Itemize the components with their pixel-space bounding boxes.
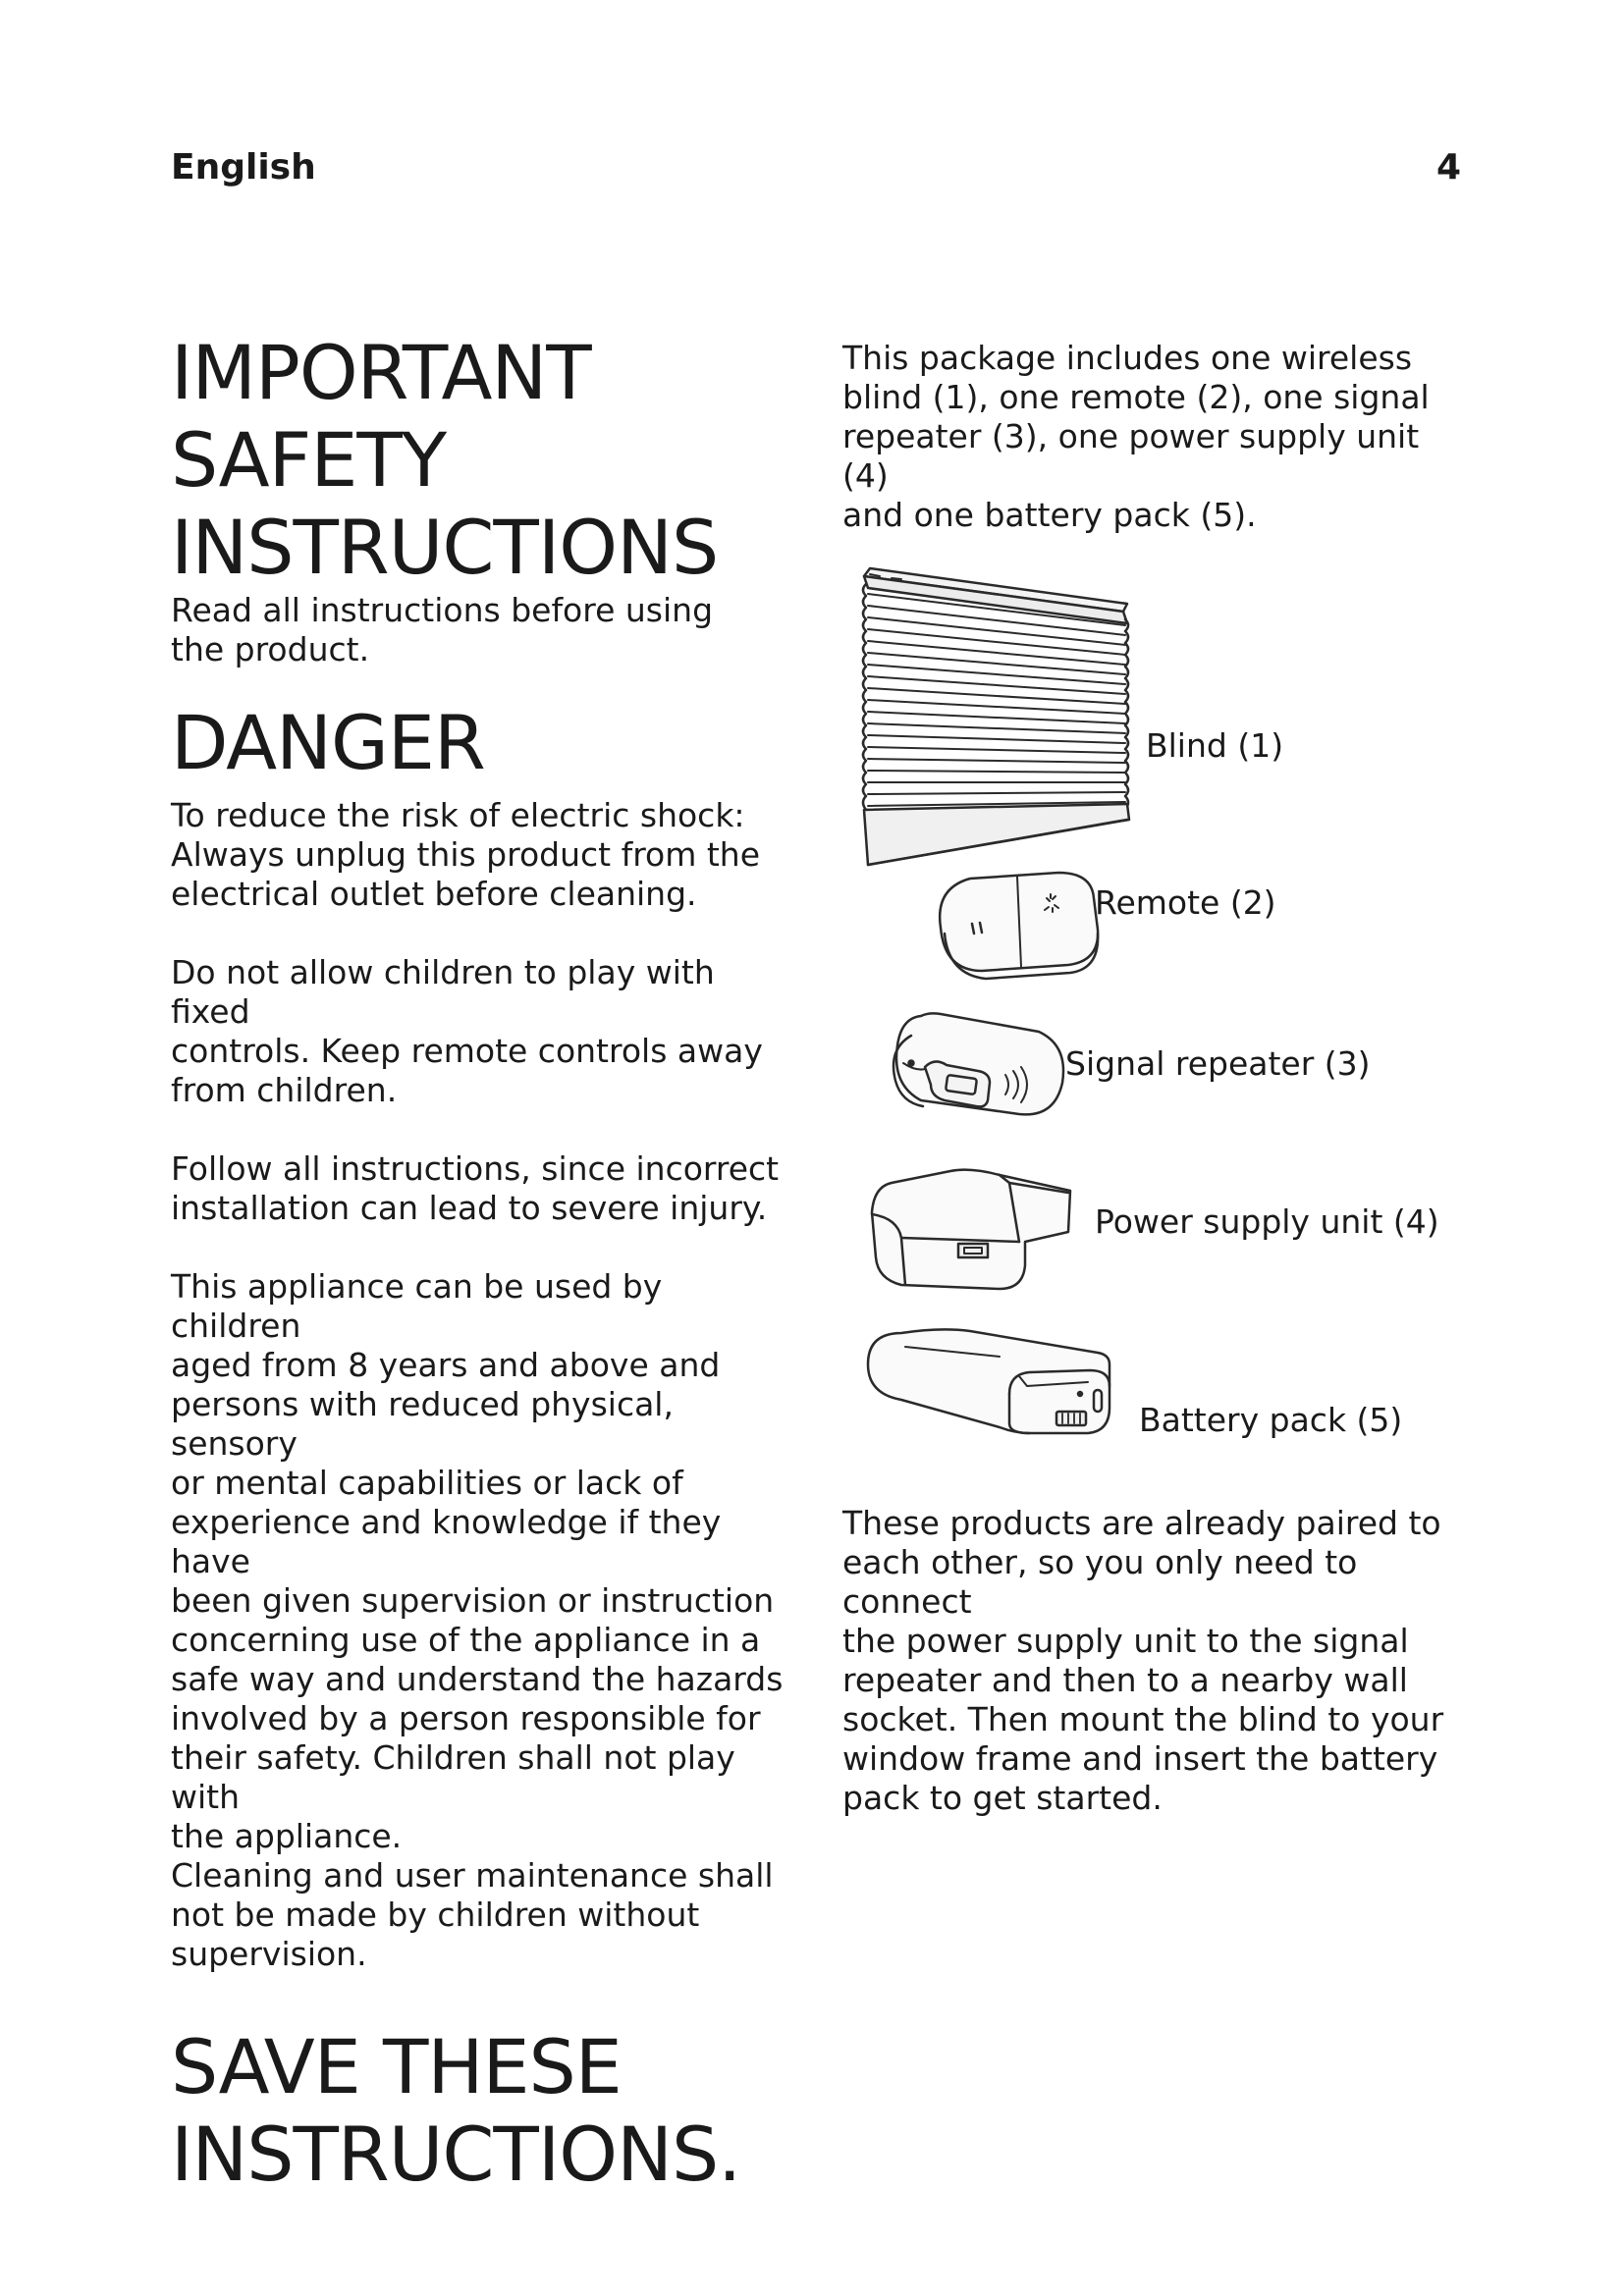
label-blind: Blind (1) <box>1146 726 1284 765</box>
text-line: persons with reduced physical, sensory <box>171 1385 674 1463</box>
text-line: window frame and insert the battery <box>842 1739 1438 1778</box>
danger-heading: DANGER <box>171 699 485 786</box>
power-supply-unit-icon <box>872 1170 1070 1289</box>
blind-icon <box>863 568 1129 865</box>
text-line: This appliance can be used by children <box>171 1267 663 1345</box>
package-contents-text <box>842 339 1471 535</box>
label-remote: Remote (2) <box>1095 883 1276 922</box>
danger-paragraph-3 <box>171 1149 799 1228</box>
signal-repeater-icon <box>893 1013 1063 1114</box>
text-line: repeater (3), one power supply unit (4) <box>842 417 1420 495</box>
text-line: Always unplug this product from the <box>171 835 761 874</box>
text-line: experience and knowledge if they have <box>171 1503 722 1580</box>
text-line: not be made by children without <box>171 1896 700 1934</box>
text-line: safe way and understand the hazards <box>171 1660 784 1698</box>
battery-pack-icon <box>868 1329 1110 1433</box>
page-number: 4 <box>1435 147 1461 187</box>
text-line: the product. <box>171 630 370 668</box>
text-line: To reduce the risk of electric shock: <box>171 796 745 834</box>
danger-paragraph-1 <box>171 796 799 914</box>
text-line: and one battery pack (5). <box>842 496 1257 534</box>
remote-icon <box>940 873 1098 979</box>
text-line: Cleaning and user maintenance shall <box>171 1856 774 1895</box>
text-line: from children. <box>171 1071 398 1109</box>
label-signal-repeater: Signal repeater (3) <box>1065 1044 1371 1083</box>
intro-text <box>171 591 799 669</box>
save-instructions-heading <box>171 2023 799 2198</box>
package-contents-illustration <box>842 564 1530 1487</box>
label-power-supply-unit: Power supply unit (4) <box>1095 1202 1439 1241</box>
text-line: installation can lead to severe injury. <box>171 1189 768 1227</box>
title-line: INSTRUCTIONS <box>171 504 719 591</box>
pairing-instructions <box>842 1504 1490 1818</box>
text-line: These products are already paired to <box>842 1504 1441 1542</box>
text-line: the power supply unit to the signal <box>842 1622 1409 1660</box>
text-line: blind (1), one remote (2), one signal <box>842 378 1430 416</box>
label-battery-pack: Battery pack (5) <box>1139 1401 1403 1439</box>
text-line: been given supervision or instruction <box>171 1581 775 1620</box>
text-line: the appliance. <box>171 1817 403 1855</box>
text-line: This package includes one wireless <box>842 339 1413 377</box>
safety-title <box>171 329 799 591</box>
danger-paragraph-4 <box>171 1267 799 1974</box>
text-line: aged from 8 years and above and <box>171 1346 721 1384</box>
pairing-text <box>842 1504 1490 1818</box>
text-line: supervision. <box>171 1935 367 1973</box>
text-line: Read all instructions before using <box>171 591 714 629</box>
text-line: concerning use of the appliance in a <box>171 1621 761 1659</box>
text-line: involved by a person responsible for <box>171 1699 761 1737</box>
text-line: each other, so you only need to connect <box>842 1543 1358 1621</box>
right-column-intro <box>842 339 1471 535</box>
text-line: controls. Keep remote controls away <box>171 1032 763 1070</box>
title-line: SAVE THESE <box>171 2023 622 2110</box>
text-line: repeater and then to a nearby wall <box>842 1661 1408 1699</box>
title-line: SAFETY <box>171 416 447 504</box>
title-line: IMPORTANT <box>171 329 591 416</box>
text-line: Follow all instructions, since incorrect <box>171 1149 780 1188</box>
text-line: or mental capabilities or lack of <box>171 1464 683 1502</box>
text-line: Do not allow children to play with fixed <box>171 953 715 1031</box>
left-column <box>171 329 799 2198</box>
title-line: INSTRUCTIONS. <box>171 2110 741 2198</box>
header-language: English <box>171 147 316 187</box>
text-line: electrical outlet before cleaning. <box>171 875 697 913</box>
danger-paragraph-2 <box>171 953 799 1110</box>
text-line: pack to get started. <box>842 1779 1163 1817</box>
text-line: their safety. Children shall not play with <box>171 1738 735 1816</box>
text-line: socket. Then mount the blind to your <box>842 1700 1444 1738</box>
